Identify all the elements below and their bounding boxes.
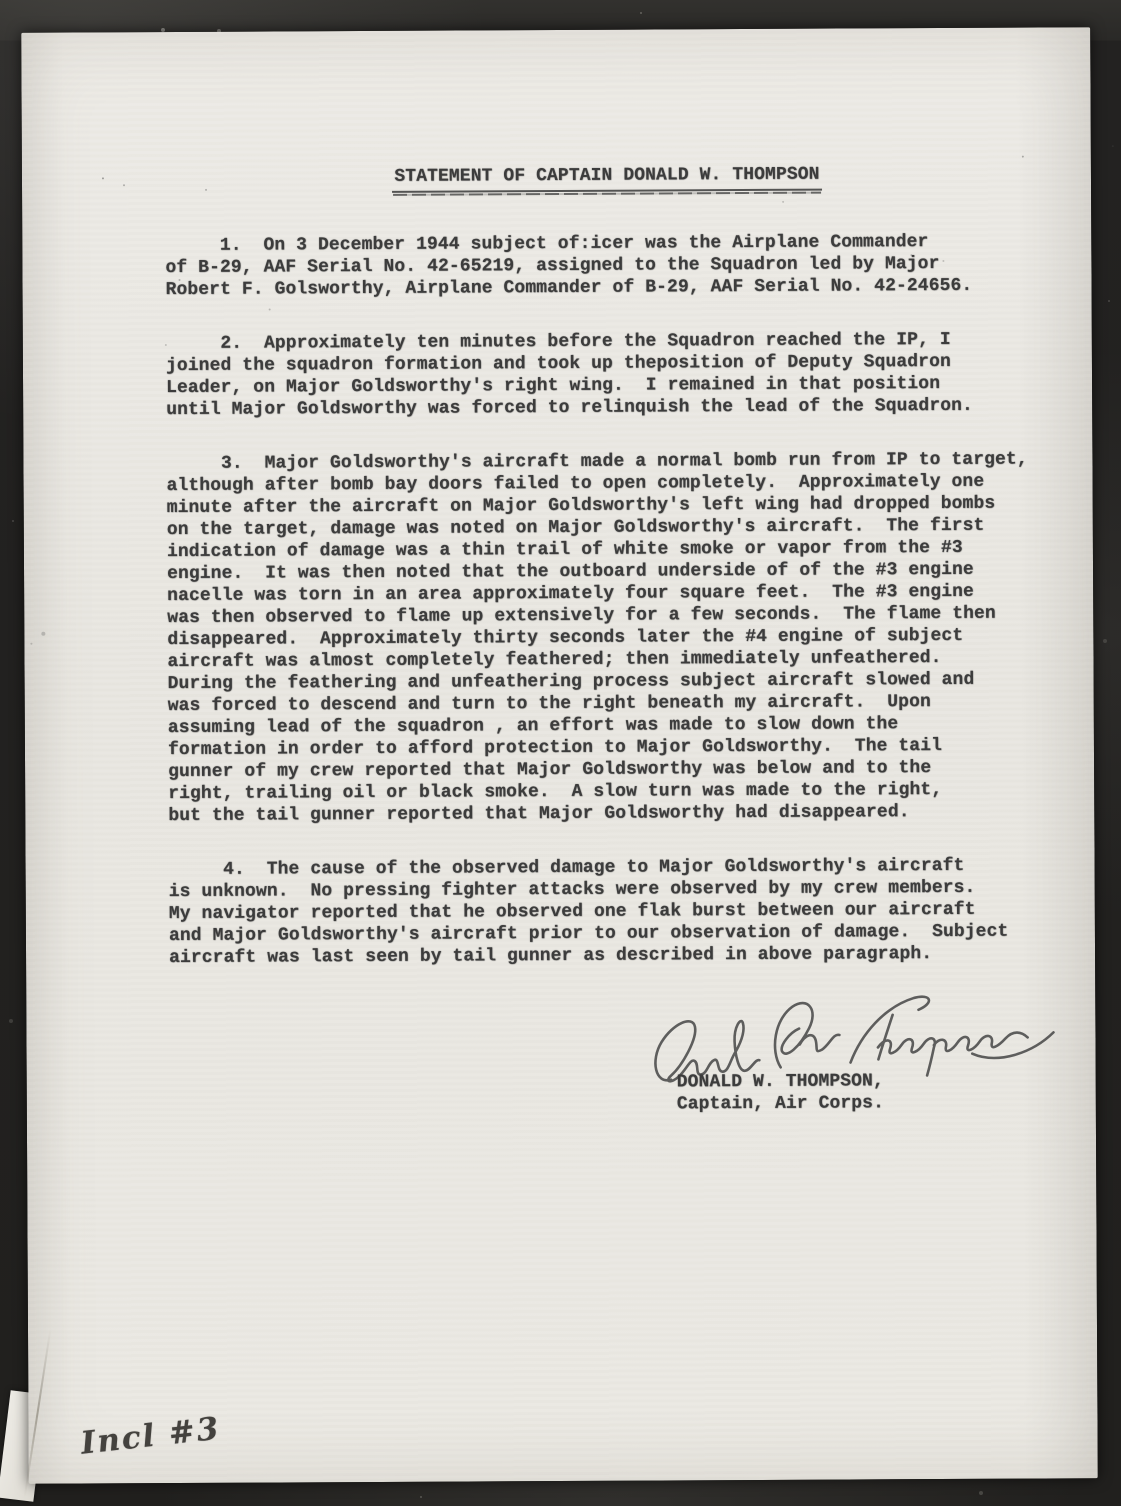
paper-crease [24,1330,52,1498]
document-paper [21,27,1098,1484]
signature-typed-name: DONALD W. THOMPSON, [676,1071,884,1093]
document-title: STATEMENT OF CAPTAIN DONALD W. THOMPSON [392,164,821,193]
paragraph-2: 2. Approximately ten minutes before the Squadron reached the IP, I joined the squadron formation and took up theposition of Deputy Squadron Leader, on Major Goldsworthy's right wing. I remained in that position until Major Goldsworthy was forced to relinquish the lead of the Squadron. [165,329,973,421]
paper-specks [21,33,23,35]
document-content [165,162,1069,969]
paragraph-3: 3. Major Goldsworthy's aircraft made a normal bomb run from IP to target, although after bomb bay doors failed to open completely. Approximately one minute after the aircraft on Major Goldsworthy's left wing had dropped bombs on the target, damage was noted on Major Goldsworthy's aircraft. The first indication of damage was a thin trail of white smoke or vapor from the #3 engine. It was then noted that the outboard underside of of the #3 engine nacelle was torn in an area approximately four square feet. The #3 engine was then observed to flame up extensively for a few seconds. The flame then disappeared. Approximately thirty seconds later the #4 engine of subject aircraft was almost completely feathered; then immediately unfeathered. During the feathering and unfeathering process subject aircraft slowed and was forced to descend and turn to the right beneath my aircraft. Upon assuming lead of the squadron , an effort was made to slow down the formation in order to afford protection to Major Goldsworthy. The tail gunner of my crew reported that Major Goldsworthy was below and to the right, trailing oil or black smoke. A slow turn was made to the right, but the tail gunner reported that Major Goldsworthy had disappeared. [166,449,1028,827]
signature-block [636,985,1087,1137]
inclosure-annotation: Incl #3 [79,1410,223,1462]
paragraph-1: 1. On 3 December 1944 subject of:icer was the Airplane Commander of B-29, AAF Serial No. 42-65219, assigned to the Squadron led by Major Robert F. Golsworthy, Airplane Commander of B-29, AAF Serial No. 42-24656. [165,232,973,301]
scan-border-specks [0,0,2,2]
paragraph-4: 4. The cause of the observed damage to Major Goldsworthy's aircraft is unknown. No pressing fighter attacks were observed by my crew members. My navigator reported that he observed one flak burst between our aircraft and Major Goldsworthy's aircraft prior to our observation of damage. Subject aircraft was last seen by tail gunner as described in above paragraph. [168,855,1009,969]
signature-typed-rank: Captain, Air Corps. [676,1093,885,1115]
signature-script-text [636,988,637,989]
document-title-row [165,162,1065,194]
